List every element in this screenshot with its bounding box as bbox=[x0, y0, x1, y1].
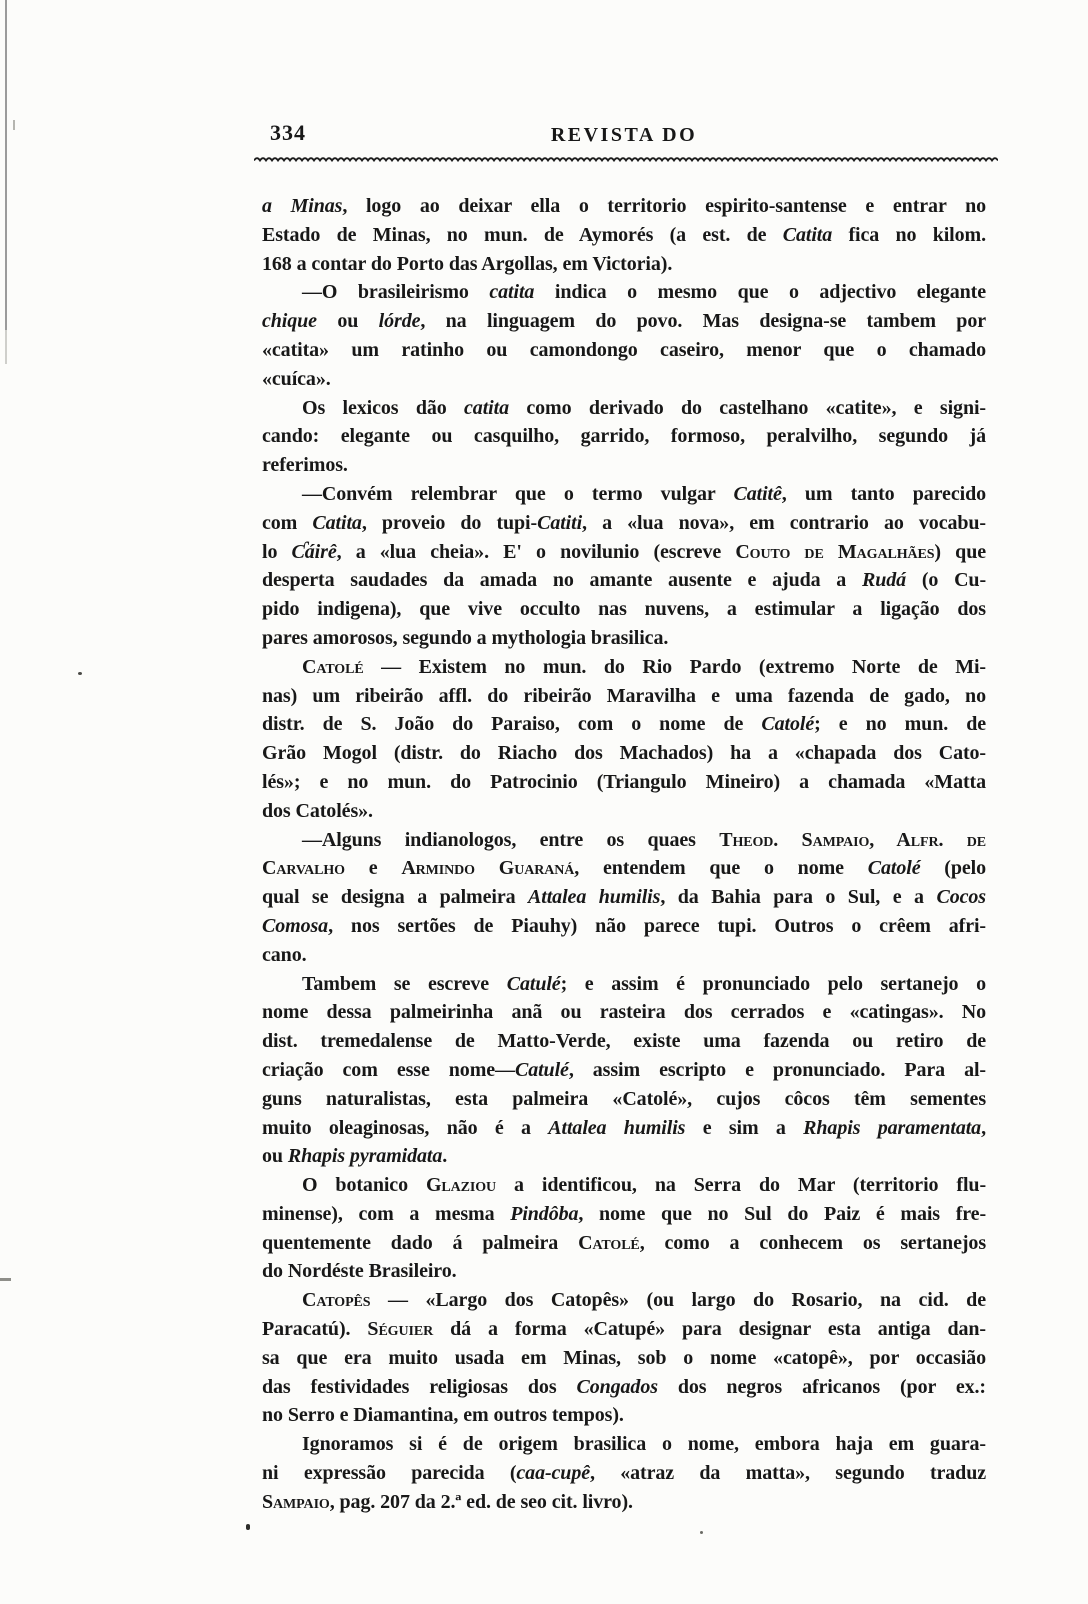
text-line: qual se designa a palmeira Attalea humilis, da Bahia para o Sul, e a Cocos bbox=[262, 886, 986, 909]
text-line: com Catita, proveio do tupi-Catiti, a «lua nova», em contrario ao vocabu- bbox=[262, 511, 986, 534]
text-line: no Serro e Diamantina, em outros tempos). bbox=[262, 1404, 624, 1427]
text-line: O botanico Glaziou a identificou, na Serra do Mar (territorio flu- bbox=[302, 1174, 986, 1197]
text-line: dos Catolés». bbox=[262, 799, 373, 822]
text-line: Ignoramos si é de origem brasilica o nome, embora haja em guara- bbox=[302, 1433, 986, 1456]
text-line: —Convém relembrar que o termo vulgar Catitê, um tanto parecido bbox=[302, 482, 986, 505]
text-line: —O brasileirismo catita indica o mesmo que o adjectivo elegante bbox=[302, 281, 986, 304]
text-line: desperta saudades da amada no amante ausente e ajuda a Rudá (o Cu- bbox=[262, 569, 986, 592]
scan-artifact-left-edge-line-fade bbox=[5, 330, 7, 364]
page-body-text bbox=[262, 192, 986, 1517]
text-line: ni expressão parecida (caa-cupê, «atraz da matta», segundo traduz bbox=[262, 1462, 986, 1485]
text-line: lés»; e no mun. do Patrocinio (Triangulo Mineiro) a chamada «Matta bbox=[262, 770, 986, 793]
text-line: do Nordéste Brasileiro. bbox=[262, 1260, 457, 1283]
text-line: minense), com a mesma Pindôba, nome que no Sul do Paiz é mais fre- bbox=[262, 1202, 986, 1225]
text-line: nome dessa palmeirinha anã ou rasteira dos cerrados e «catingas». No bbox=[262, 1001, 986, 1024]
wavy-header-rule bbox=[254, 154, 998, 164]
scan-artifact-ink-speck bbox=[246, 1524, 250, 1530]
text-line: distr. de S. João do Paraiso, com o nome de Catolé; e no mun. de bbox=[262, 713, 986, 736]
text-line: quentemente dado á palmeira Catolé, como a conhecem os sertanejos bbox=[262, 1231, 986, 1254]
text-block bbox=[262, 118, 986, 1568]
text-line: Paracatú). Séguier dá a forma «Catupé» para designar esta antiga dan- bbox=[262, 1318, 986, 1341]
text-line: Catopês — «Largo dos Catopês» (ou largo do Rosario, na cid. de bbox=[302, 1289, 986, 1312]
text-line: Tambem se escreve Catulé; e assim é pronunciado pelo sertanejo o bbox=[302, 972, 986, 995]
text-line: dist. tremedalense de Matto-Verde, existe uma fazenda ou retiro de bbox=[262, 1030, 986, 1053]
text-line: cando: elegante ou casquilho, garrido, formoso, peralvilho, segundo já bbox=[262, 425, 986, 448]
scan-artifact-ink-speck bbox=[78, 672, 82, 675]
text-line: referimos. bbox=[262, 454, 348, 477]
text-line: nas) um ribeirão affl. do ribeirão Maravilha e uma fazenda de gado, no bbox=[262, 684, 986, 707]
scan-artifact-left-edge-line bbox=[5, 0, 7, 330]
text-line: sa que era muito usada em Minas, sob o nome «catopê», por occasião bbox=[262, 1346, 986, 1369]
text-line: Comosa, nos sertões de Piauhy) não parece tupi. Outros o crêem afri- bbox=[262, 914, 986, 937]
text-line: 168 a contar do Porto das Argollas, em Victoria). bbox=[262, 252, 673, 275]
text-line: Sampaio, pag. 207 da 2.ª ed. de seo cit. livro). bbox=[262, 1490, 633, 1513]
text-line: guns naturalistas, esta palmeira «Catolé», cujos côcos têm sementes bbox=[262, 1087, 986, 1110]
running-title: REVISTA DO bbox=[550, 124, 698, 146]
text-line: —Alguns indianologos, entre os quaes Theod. Sampaio, Alfr. de bbox=[302, 828, 986, 851]
text-line: Estado de Minas, no mun. de Aymorés (a est. de Catita fica no kilom. bbox=[262, 223, 986, 246]
text-line: cano. bbox=[262, 943, 307, 966]
text-line: lo Ƈáirê, a «lua cheia». E' o novilunio (escreve Couto de Magalhães) que bbox=[262, 540, 986, 563]
scan-artifact-tick bbox=[13, 120, 15, 130]
text-line: «catita» um ratinho ou camondongo caseiro, menor que o chamado bbox=[262, 338, 986, 361]
page-number: 334 bbox=[270, 120, 306, 145]
text-line: muito oleaginosas, não é a Attalea humilis e sim a Rhapis paramentata, bbox=[262, 1116, 986, 1139]
text-line: Grão Mogol (distr. do Riacho dos Machados) ha a «chapada dos Cato- bbox=[262, 742, 986, 765]
text-line: Os lexicos dão catita como derivado do castelhano «catite», e signi- bbox=[302, 396, 986, 419]
text-line: Catolé — Existem no mun. do Rio Pardo (extremo Norte de Mi- bbox=[302, 655, 986, 678]
text-line: ou Rhapis pyramidata. bbox=[262, 1145, 448, 1168]
text-line: «cuíca». bbox=[262, 367, 331, 390]
scan-artifact-bottom-dash bbox=[0, 1278, 11, 1281]
text-line: das festividades religiosas dos Congados dos negros africanos (por ex.: bbox=[262, 1375, 986, 1398]
text-line: criação com esse nome—Catulé, assim escripto e pronunciado. Para al- bbox=[262, 1058, 986, 1081]
text-line: a Minas, logo ao deixar ella o territorio espirito-santense e entrar no bbox=[262, 195, 986, 217]
text-line: pido indigena), que vive occulto nas nuvens, a estimular a ligação dos bbox=[262, 598, 986, 621]
text-line: Carvalho e Armindo Guaraná, entendem que o nome Catolé (pelo bbox=[262, 857, 986, 880]
text-line: pares amorosos, segundo a mythologia brasilica. bbox=[262, 626, 669, 649]
text-line: chique ou lórde, na linguagem do povo. Mas designa-se tambem por bbox=[262, 310, 986, 333]
